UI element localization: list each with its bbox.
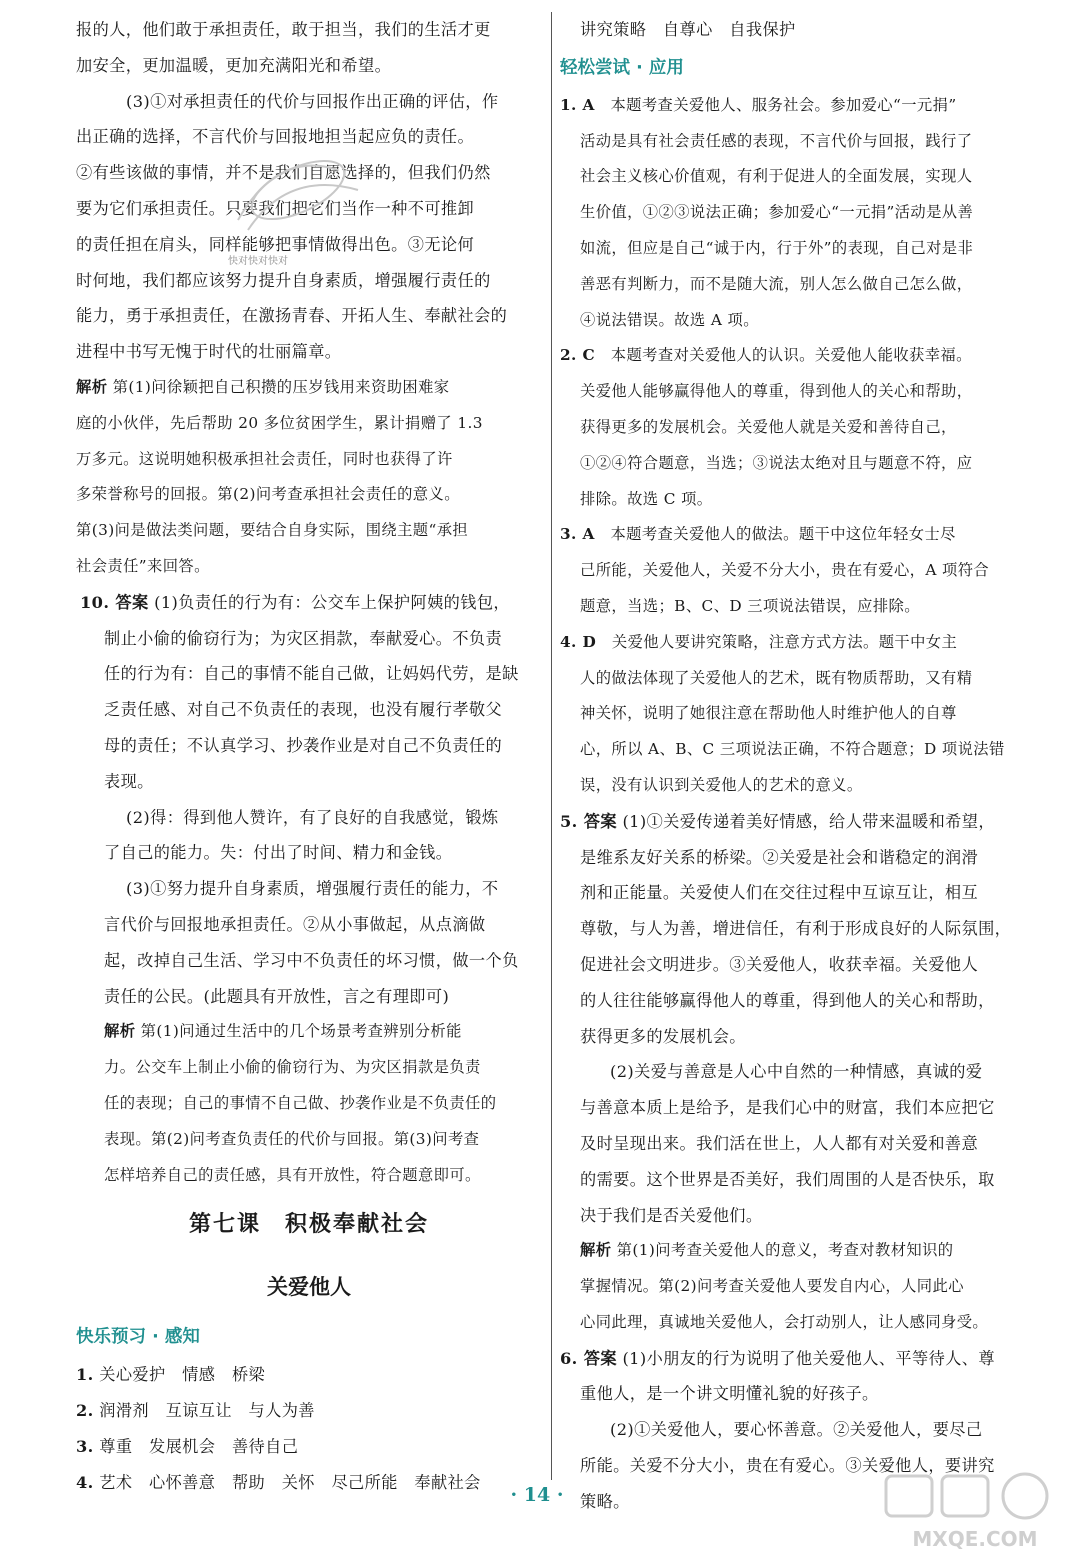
- text-line: [560, 1019, 1020, 1055]
- page-number: · 14 ·: [510, 1484, 564, 1506]
- line-text: (2)关爱与善意是人心中自然的一种情感，真诚的爱: [610, 1062, 983, 1082]
- line-text: 社会责任”来回答。: [76, 556, 210, 575]
- text-line: [560, 1233, 1020, 1269]
- line-text: 心同此理，真诚地关爱他人，会打动别人，让人感同身受。: [580, 1312, 989, 1331]
- line-text: 关爱他人要讲究策略，注意方式方法。题干中女主: [596, 632, 958, 651]
- text-line: [76, 656, 542, 692]
- text-line: [560, 732, 1020, 768]
- line-text: 制止小偷的偷窃行为；为灾区捐款，奉献爱心。不负责: [104, 628, 503, 648]
- text-line: [560, 12, 1020, 48]
- line-text: 责任的公民。(此题具有开放性，言之有理即可): [104, 986, 450, 1006]
- line-text: 题意，当选；B、C、D 三项说法错误，应排除。: [580, 596, 920, 615]
- line-text: 己所能，关爱他人，关爱不分大小，贵在有爱心，A 项符合: [580, 561, 990, 580]
- text-line: [76, 871, 542, 907]
- line-text: 要为它们承担责任。只要我们把它们当作一种不可推卸: [76, 198, 475, 218]
- line-text: 获得更多的发展机会。关爱他人就是关爱和善待自己，: [580, 417, 957, 436]
- line-text: 掌握情况。第(2)问考查关爱他人要发自内心，人同此心: [580, 1277, 964, 1296]
- line-text: 的人往往能够赢得他人的尊重，得到他人的关心和帮助，: [580, 990, 995, 1010]
- line-text: 关心爱护 情感 桥梁: [93, 1365, 266, 1385]
- text-line: [76, 298, 542, 334]
- line-text: 任的行为有：自己的事情不能自己做，让妈妈代劳，是缺: [104, 664, 519, 684]
- text-line: [560, 1162, 1020, 1198]
- text-line: [560, 1269, 1020, 1305]
- text-line: [560, 983, 1020, 1019]
- text-line: [76, 692, 542, 728]
- line-text: 剂和正能量。关爱使人们在交往过程中互谅互让，相互: [580, 883, 979, 903]
- line-text: 加安全，更加温暖，更加充满阳光和希望。: [76, 55, 392, 75]
- text-line: [560, 1054, 1020, 1090]
- text-line: [76, 585, 542, 621]
- site-logo: [880, 1470, 1070, 1556]
- line-text: 怎样培养自己的责任感，具有开放性，符合题意即可。: [104, 1165, 481, 1184]
- line-text: 本题考查对关爱他人的认识。关爱他人能收获幸福。: [595, 346, 972, 365]
- text-line: [76, 477, 542, 513]
- line-text: 是维系友好关系的桥梁。②关爱是社会和谐稳定的润滑: [580, 847, 979, 867]
- text-line: [76, 835, 542, 871]
- text-line: [76, 334, 542, 370]
- text-line: [560, 195, 1020, 231]
- text-line: [560, 947, 1020, 983]
- line-text: 获得更多的发展机会。: [580, 1026, 746, 1046]
- item-lead: 10. 答案: [80, 592, 149, 612]
- text-line: [560, 804, 1020, 840]
- line-text: (2)①关爱他人，要心怀善意。②关爱他人，要尽己: [610, 1420, 983, 1440]
- line-text: 力。公交车上制止小偷的偷窃行为、为灾区捐款是负责: [104, 1058, 481, 1077]
- text-line: [76, 1050, 542, 1086]
- line-text: 乏责任感、对自己不负责任的表现，也没有履行孝敬父: [104, 700, 503, 720]
- line-text: 的需要。这个世界是否美好，我们周围的人是否快乐，取: [580, 1169, 995, 1189]
- text-line: [560, 338, 1020, 374]
- line-text: (1)负责任的行为有：公交车上保护阿姨的钱包，: [148, 592, 511, 612]
- item-lead: 4.: [76, 1472, 94, 1492]
- line-text: 多荣誉称号的回报。第(2)问考查承担社会责任的意义。: [76, 485, 460, 504]
- text-line: [76, 12, 542, 48]
- item-lead: 1. A: [560, 95, 595, 114]
- line-text: 母的责任；不认真学习、抄袭作业是对自己不负责任的: [104, 735, 503, 755]
- line-text: (1)①关爱传递着美好情感，给人带来温暖和希望，: [616, 811, 995, 831]
- text-line: [76, 943, 542, 979]
- text-line: [76, 1158, 542, 1194]
- logo-url: MXQE.COM: [912, 1527, 1038, 1551]
- text-line: [76, 621, 542, 657]
- line-text: (3)①努力提升自身素质，增强履行责任的能力，不: [126, 879, 499, 899]
- text-line: [560, 159, 1020, 195]
- line-text: 起，改掉自己生活、学习中不负责任的坏习惯，做一个负: [104, 950, 519, 970]
- line-text: 社会主义核心价值观，有利于促进人的全面发展，实现人: [580, 167, 973, 186]
- text-line: [76, 800, 542, 836]
- item-lead: 2. C: [560, 346, 596, 365]
- line-text: (2)得：得到他人赞许，有了良好的自我感觉，锻炼: [126, 807, 499, 827]
- text-line: [76, 1393, 542, 1429]
- line-text: (3)①对承担责任的代价与回报作出正确的评估，作: [126, 91, 499, 111]
- text-line: [560, 374, 1020, 410]
- text-line: [560, 1126, 1020, 1162]
- line-text: 决于我们是否关爱他们。: [580, 1205, 763, 1225]
- item-lead: 3. A: [560, 525, 595, 544]
- column-divider: [551, 12, 552, 1480]
- text-line: [560, 1412, 1020, 1448]
- line-text: 时何地，我们都应该努力提升自身素质，增强履行责任的: [76, 270, 491, 290]
- text-line: [560, 1341, 1020, 1377]
- text-line: [560, 1305, 1020, 1341]
- line-text: ②有些该做的事情，并不是我们自愿选择的，但我们仍然: [76, 163, 491, 183]
- text-line: [560, 911, 1020, 947]
- text-line: [560, 1198, 1020, 1234]
- item-lead: 解析: [104, 1022, 136, 1041]
- line-text: 万多元。这说明她积极承担社会责任，同时也获得了许: [76, 449, 453, 468]
- item-lead: 解析: [580, 1241, 612, 1260]
- line-text: 第(1)问通过生活中的几个场景考查辨别分析能: [135, 1022, 462, 1041]
- text-line: [76, 513, 542, 549]
- text-line: [76, 1086, 542, 1122]
- text-line: [560, 661, 1020, 697]
- item-lead: 4. D: [560, 632, 597, 651]
- text-line: [76, 48, 542, 84]
- line-text: ④说法错误。故选 A 项。: [580, 310, 759, 329]
- item-lead: 3.: [76, 1436, 94, 1456]
- line-text: 第(1)问徐颖把自己积攒的压岁钱用来资助困难家: [107, 377, 450, 396]
- item-lead: 5. 答案: [560, 811, 617, 831]
- text-line: [560, 589, 1020, 625]
- line-text: 能力，勇于承担责任，在激扬青春、开拓人生、奉献社会的: [76, 306, 508, 326]
- text-line: [76, 1357, 542, 1393]
- line-text: ①②④符合题意，当选；③说法太绝对且与题意不符，应: [580, 453, 973, 472]
- line-text: 神关怀，说明了她很注意在帮助他人时维护他人的自尊: [580, 704, 957, 723]
- line-text: 促进社会文明进步。③关爱他人，收获幸福。关爱他人: [580, 954, 979, 974]
- line-text: 润滑剂 互谅互让 与人为善: [93, 1401, 315, 1421]
- line-text: 本题考查关爱他人的做法。题干中这位年轻女士尽: [594, 525, 956, 544]
- text-line: [76, 979, 542, 1015]
- text-line: [560, 875, 1020, 911]
- line-text: 任的表现；自己的事情不自己做、抄袭作业是不负责任的: [104, 1093, 497, 1112]
- item-lead: 6. 答案: [560, 1348, 617, 1368]
- text-line: [76, 370, 542, 406]
- line-text: 表现。: [104, 771, 154, 791]
- line-text: 本题考查关爱他人、服务社会。参加爱心“一元捐”: [594, 95, 957, 114]
- text-line: [560, 303, 1020, 339]
- text-line: [76, 549, 542, 585]
- text-line: [76, 764, 542, 800]
- section-heading: 轻松尝试 · 应用: [560, 57, 684, 78]
- text-line: [560, 410, 1020, 446]
- line-text: 如流，但应是自己“诚于内，行于外”的表现，自己对是非: [580, 238, 974, 257]
- text-line: [560, 625, 1020, 661]
- line-text: 庭的小伙伴，先后帮助 20 多位贫困学生，累计捐赠了 1.3: [76, 413, 483, 432]
- text-line: [76, 84, 542, 120]
- watermark-text: 快对快对快对: [228, 256, 288, 267]
- text-line: [560, 231, 1020, 267]
- text-line: [560, 1090, 1020, 1126]
- line-text: 重他人，是一个讲文明懂礼貌的好孩子。: [580, 1384, 879, 1404]
- item-lead: 2.: [76, 1401, 94, 1421]
- line-text: 讲究策略 自尊心 自我保护: [580, 20, 796, 39]
- text-line: [560, 267, 1020, 303]
- line-text: 言代价与回报地承担责任。②从小事做起，从点滴做: [104, 914, 486, 934]
- text-line: [560, 768, 1020, 804]
- line-text: 策略。: [580, 1491, 630, 1511]
- text-line: [560, 88, 1020, 124]
- text-line: [76, 442, 542, 478]
- line-text: 出正确的选择，不言代价与回报地担当起应负的责任。: [76, 127, 475, 147]
- line-text: 第(3)问是做法类问题，要结合自身实际，围绕主题“承担: [76, 521, 469, 540]
- line-text: 了自己的能力。失：付出了时间、精力和金钱。: [104, 843, 453, 863]
- line-text: 表现。第(2)问考查负责任的代价与回报。第(3)问考查: [104, 1129, 480, 1148]
- line-text: 尊敬，与人为善，增进信任，有利于形成良好的人际氛围，: [580, 919, 1012, 939]
- line-text: 误，没有认识到关爱他人的艺术的意义。: [580, 775, 863, 794]
- section-heading: 快乐预习 · 感知: [76, 1327, 200, 1348]
- text-line: [76, 263, 542, 299]
- text-line: [76, 728, 542, 764]
- line-text: (1)小朋友的行为说明了他关爱他人、平等待人、尊: [616, 1348, 995, 1368]
- line-text: 善恶有判断力，而不是随大流，别人怎么做自己怎么做，: [580, 274, 973, 293]
- item-lead: 解析: [76, 377, 108, 396]
- text-line: [76, 1014, 542, 1050]
- line-text: 的责任担在肩头，同样能够把事情做得出色。③无论何: [76, 234, 475, 254]
- right-column: [560, 12, 1020, 1520]
- line-text: 第(1)问考查关爱他人的意义，考查对教材知识的: [611, 1241, 954, 1260]
- line-text: 活动是具有社会责任感的表现，不言代价与回报，践行了: [580, 131, 973, 150]
- item-lead: 1.: [76, 1365, 94, 1385]
- line-text: 排除。故选 C 项。: [580, 489, 713, 508]
- line-text: 与善意本质上是给予，是我们心中的财富，我们本应把它: [580, 1098, 995, 1118]
- text-line: [76, 907, 542, 943]
- text-line: [76, 1429, 542, 1465]
- line-text: 及时呈现出来。我们活在世上，人人都有对关爱和善意: [580, 1133, 979, 1153]
- line-text: 尊重 发展机会 善待自己: [93, 1436, 299, 1456]
- line-text: 生价值，①②③说法正确；参加爱心“一元捐”活动是从善: [580, 203, 974, 222]
- line-text: 报的人，他们敢于承担责任，敢于担当，我们的生活才更: [76, 20, 491, 39]
- text-line: [560, 553, 1020, 589]
- text-line: [76, 1122, 542, 1158]
- line-text: 心，所以 A、B、C 三项说法正确，不符合题意；D 项说法错: [580, 740, 1005, 759]
- line-text: 进程中书写无愧于时代的壮丽篇章。: [76, 342, 342, 362]
- watermark-stamp: [218, 130, 378, 267]
- text-line: [560, 482, 1020, 518]
- text-line: [560, 1376, 1020, 1412]
- line-text: 人的做法体现了关爱他人的艺术，既有物质帮助，又有精: [580, 668, 973, 687]
- subsection-title: 关爱他人: [267, 1275, 351, 1300]
- line-text: 所能。关爱不分大小，贵在有爱心。③关爱他人，要讲究: [580, 1456, 995, 1476]
- text-line: [560, 840, 1020, 876]
- text-line: [76, 406, 542, 442]
- text-line: [560, 446, 1020, 482]
- lesson-title: 第七课 积极奉献社会: [188, 1212, 429, 1238]
- line-text: 关爱他人能够赢得他人的尊重，得到他人的关心和帮助，: [580, 382, 973, 401]
- text-line: [560, 124, 1020, 160]
- line-text: 艺术 心怀善意 帮助 关怀 尽己所能 奉献社会: [93, 1472, 481, 1492]
- text-line: [560, 696, 1020, 732]
- text-line: [560, 517, 1020, 553]
